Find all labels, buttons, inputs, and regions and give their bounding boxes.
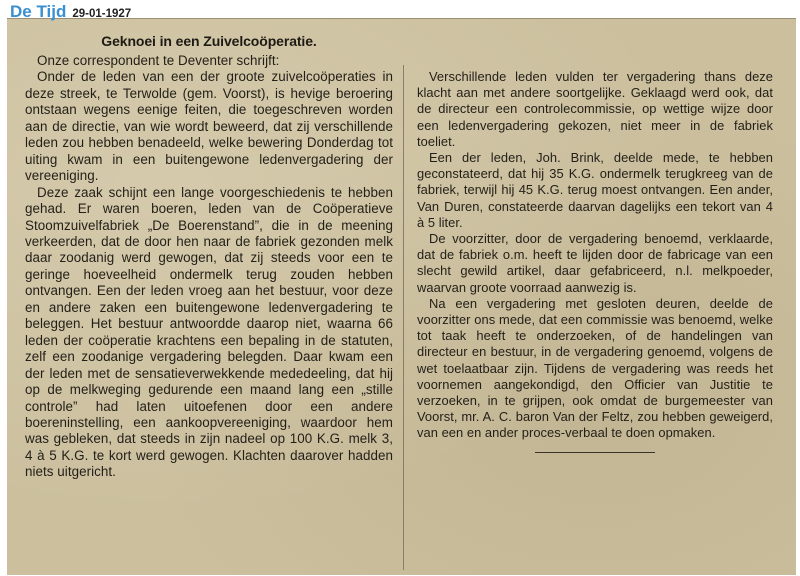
article-headline: Geknoei in een Zuivelcoöperatie. bbox=[101, 33, 317, 49]
article-end-rule bbox=[535, 452, 655, 453]
left-paragraph-1: Onder de leden van een der groote zuivelcoöperaties in deze streek, te Terwolde (gem. Voorst), is hevige beroering ontstaan wegens eenige feiten, die toegeschreven worden aan de directie, van wie wordt beweerd, dat zij verschillende leden zou hebben benadeeld, welke bewering Donderdag tot uiting kwam in een buitengewone ledenvergadering der vereeniging. bbox=[25, 69, 393, 184]
newspaper-clipping bbox=[7, 18, 796, 575]
right-paragraph-2: Een der leden, Joh. Brink, deelde mede, te hebben geconstateerd, dat hij 35 K.G. ondermelk terugkreeg van de fabriek, terwijl hij 45 K.G. terug moest ontvangen. Een ander, Van Duren, constateerde daarvan dagelijks een tekort van 4 à 5 liter. bbox=[417, 150, 773, 230]
masthead bbox=[10, 2, 131, 20]
right-paragraph-3: De voorzitter, door de vergadering benoemd, verklaarde, dat de fabriek o.m. heeft te lijden door de fabricage van een slecht gewild artikel, daar gefabriceerd, n.l. melkpoeder, waarvan groote voorraad aanwezig is. bbox=[417, 231, 773, 295]
publication-date: 29-01-1927 bbox=[72, 8, 132, 20]
right-paragraph-1: Verschillende leden vulden ter vergadering thans deze klacht aan met andere soortgelijke. Geklaagd werd ook, dat de directeur een controlecommissie, op wettige wijze door een ledenvergadering gekozen, niet meer in de fabriek toeliet. bbox=[417, 69, 773, 149]
right-paragraph-4: Na een vergadering met gesloten deuren, deelde de voorzitter ons mede, dat een commissie was benoemd, welke tot taak heeft te onderzoeken, of de handelingen van directeur en bestuur, in de vergadering genoemd, volgens de wet toelaatbaar zijn. Tijdens de vergadering was reeds het voornemen aangekondigd, den Officier van Justitie te verzoeken, in te grijpen, ook omdat de burgemeester van Voorst, mr. A. C. baron Van der Feltz, zou hebben geweigerd, van een en ander proces-verbaal te doen opmaken. bbox=[417, 295, 773, 441]
newspaper-title: De Tijd bbox=[10, 2, 67, 21]
left-column bbox=[25, 25, 393, 481]
left-paragraph-2: Deze zaak schijnt een lange voorgeschiedenis te hebben gehad. Er waren boeren, leden van de Coöperatieve Stoomzuivelfabriek „De Boerenstand”, die in de meening verkeerden, dat de door hen naar de fabriek gezonden melk daar zoodanig werd gewogen, dat zij steeds voor een te geringe hoeveelheid ondermelk terug zouden hebben ontvangen. Een der leden vroeg aan het bestuur, voor deze en andere zaken een buitengewone ledenvergadering te beleggen. Het bestuur antwoordde daarop niet, waarna 66 leden der coöperatie krachtens een bepaling in de statuten, zelf een zoodanige vergadering belegden. Daar kwam een der leden met de sensatieverwekkende mededeeling, dat hij op de melkweging gedurende een maand lang een „stille controle” had laten uitoefenen door een andere boereninstelling, een aankoopvereeniging, waardoor hem was gebleken, dat steeds in zijn nadeel op 100 K.G. melk 3, 4 à 5 K.G. te kort werd gewogen. Klachten daarover hadden niets uitgericht. bbox=[25, 184, 393, 480]
column-divider bbox=[403, 65, 404, 570]
right-column bbox=[417, 69, 773, 453]
article-dateline: Onze correspondent te Deventer schrijft: bbox=[37, 53, 280, 68]
